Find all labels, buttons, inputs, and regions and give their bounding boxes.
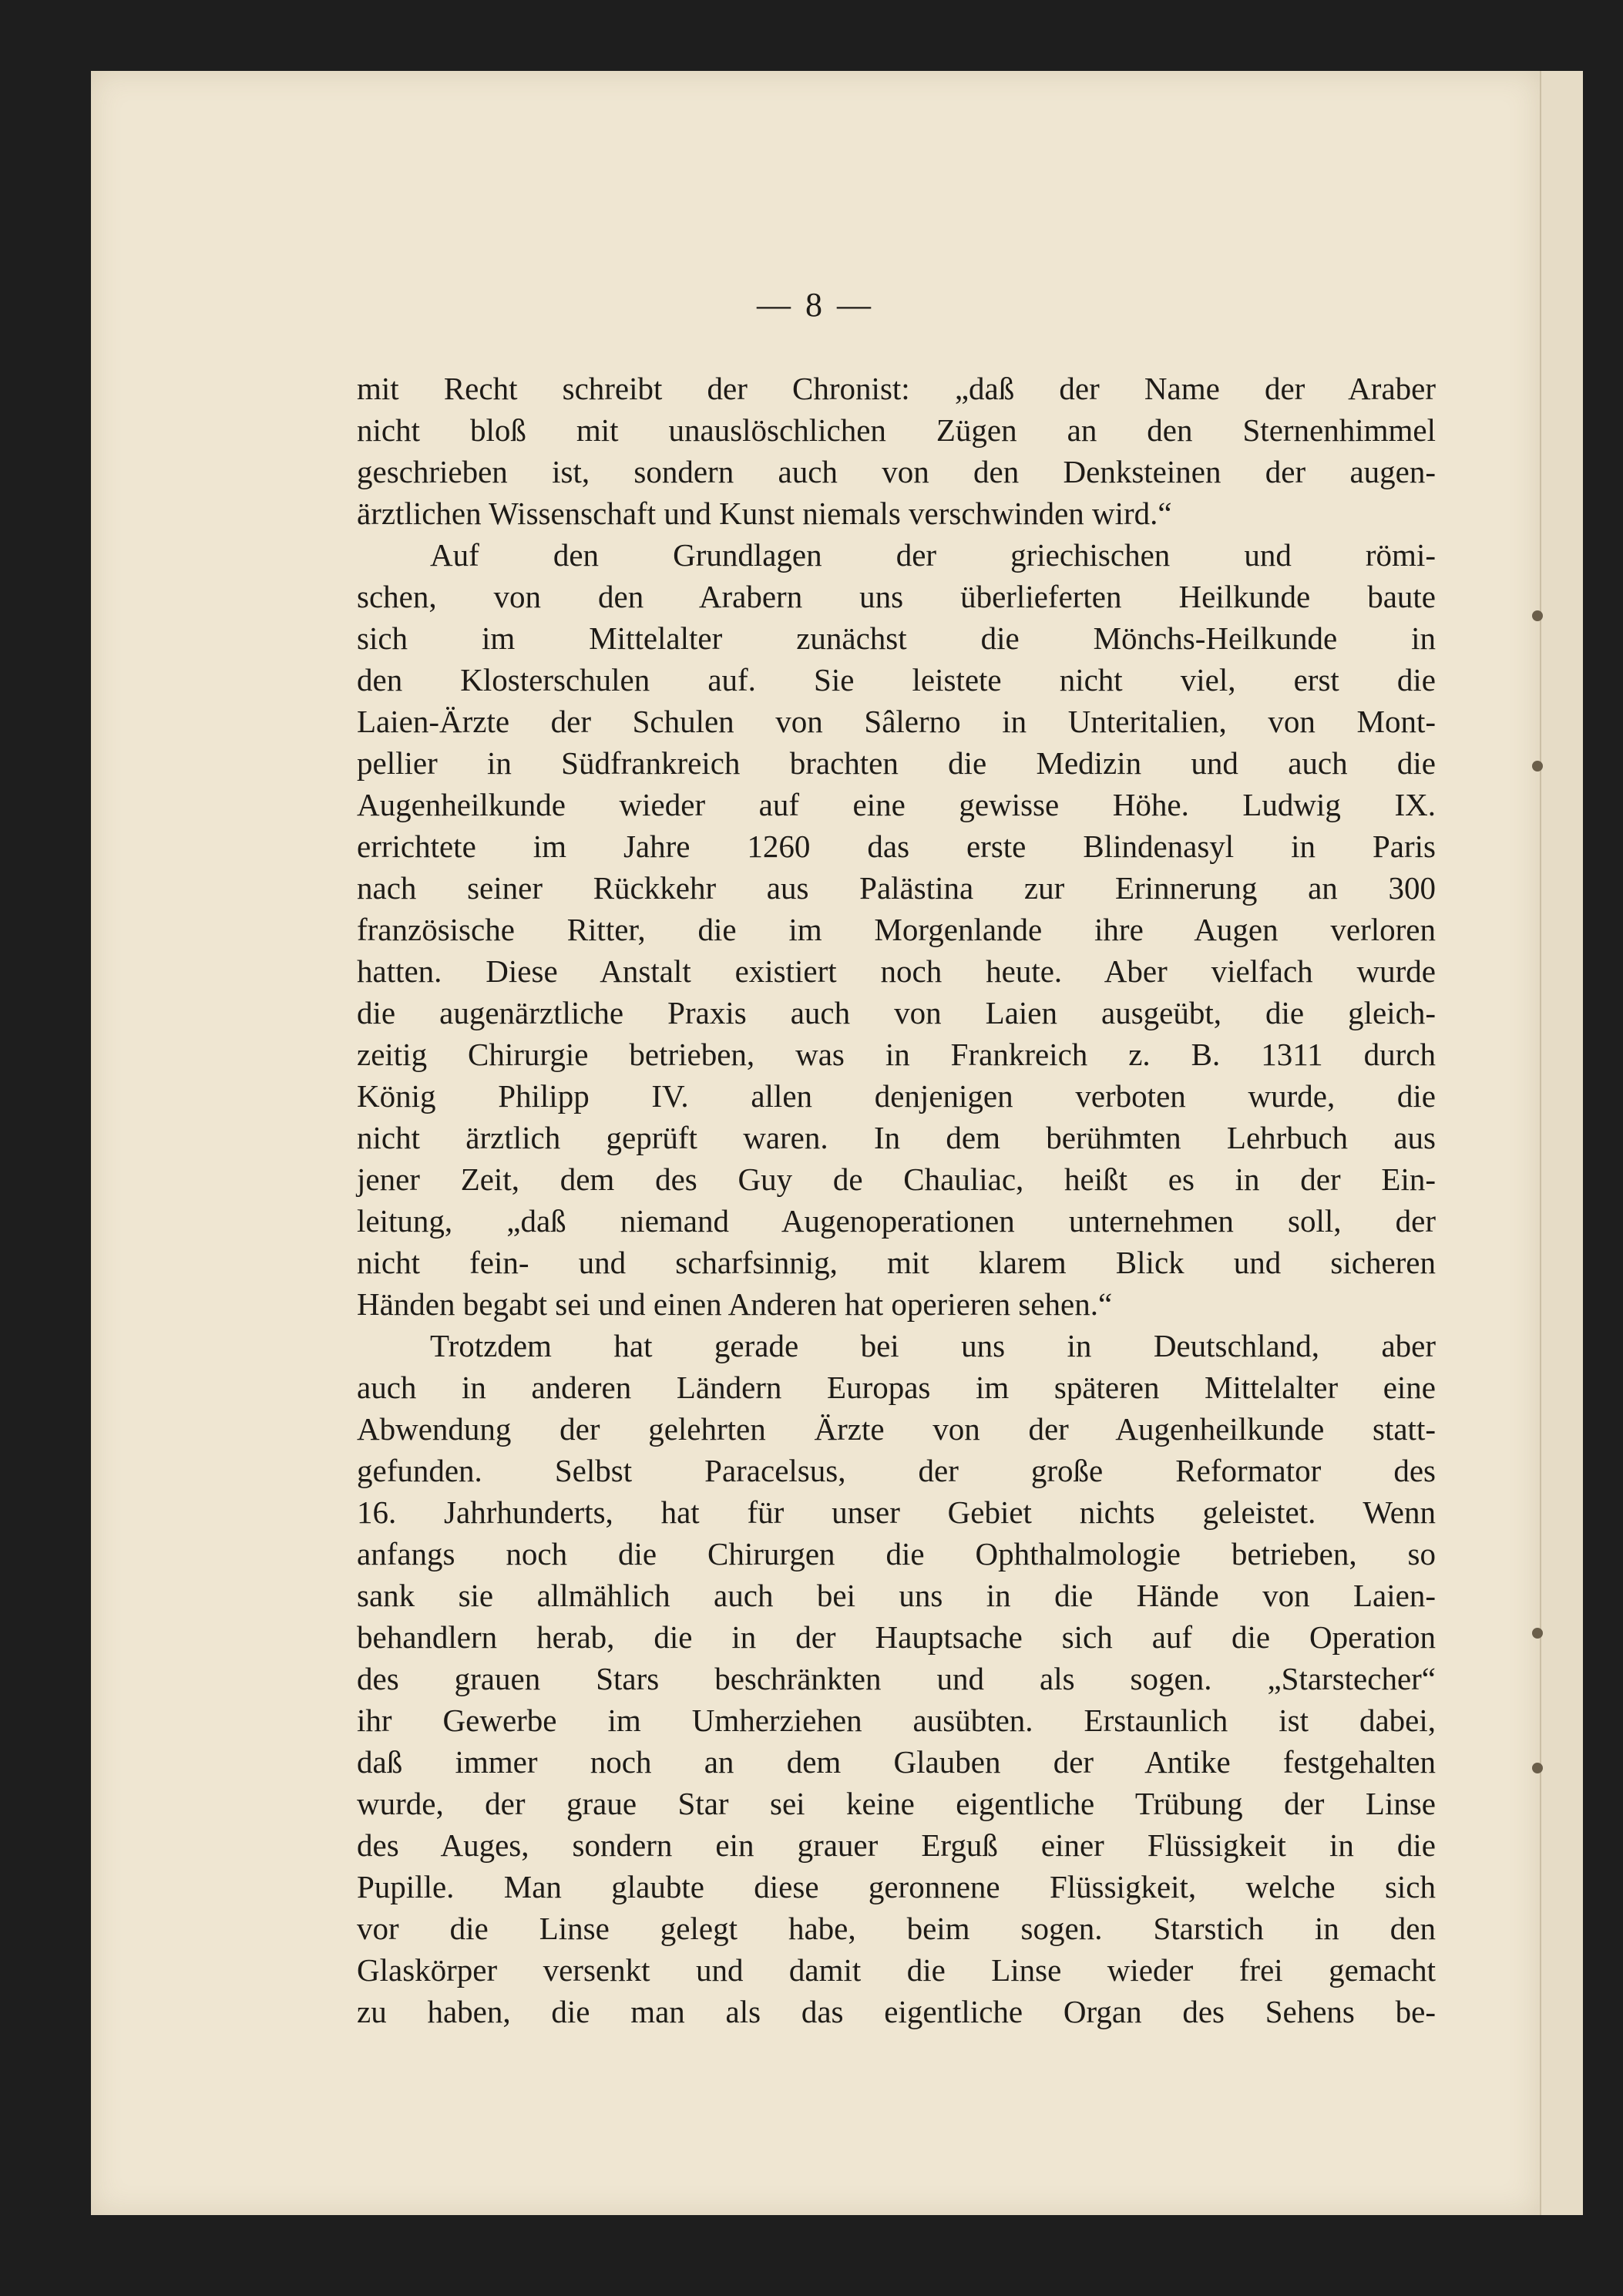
page-number: — 8 — xyxy=(757,286,874,324)
text-line: zeitig Chirurgie betrieben, was in Frankreich z. B. 1311 durch xyxy=(357,1037,1436,1072)
text-line: zu haben, die man als das eigentliche Organ des Sehens be- xyxy=(357,1994,1436,2029)
margin-spot xyxy=(1532,1628,1543,1639)
text-line: wurde, der graue Star sei keine eigentliche Trübung der Linse xyxy=(357,1786,1436,1821)
text-line: ihr Gewerbe im Umherziehen ausübten. Erstaunlich ist dabei, xyxy=(357,1703,1436,1738)
text-line: Trotzdem hat gerade bei uns in Deutschland, aber xyxy=(430,1328,1436,1363)
text-line: gefunden. Selbst Paracelsus, der große Reformator des xyxy=(357,1453,1436,1488)
text-line: leitung, „daß niemand Augenoperationen unternehmen soll, der xyxy=(357,1203,1436,1239)
text-line: errichtete im Jahre 1260 das erste Blindenasyl in Paris xyxy=(357,829,1436,864)
text-line: Laien-Ärzte der Schulen von Sâlerno in Unteritalien, von Mont- xyxy=(357,704,1436,739)
text-line: Pupille. Man glaubte diese geronnene Flüssigkeit, welche sich xyxy=(357,1869,1436,1904)
text-line: nicht fein- und scharfsinnig, mit klarem Blick und sicheren xyxy=(357,1245,1436,1280)
text-line: Händen begabt sei und einen Anderen hat operieren sehen.“ xyxy=(357,1286,1113,1322)
book-page xyxy=(91,71,1540,2215)
margin-spot xyxy=(1532,1763,1543,1773)
text-line: Auf den Grundlagen der griechischen und römi- xyxy=(430,537,1436,573)
text-line: den Klosterschulen auf. Sie leistete nicht viel, erst die xyxy=(357,662,1436,698)
text-line: nach seiner Rückkehr aus Palästina zur Erinnerung an 300 xyxy=(357,870,1436,906)
text-line: nicht ärztlich geprüft waren. In dem berühmten Lehrbuch aus xyxy=(357,1120,1436,1155)
text-line: Augenheilkunde wieder auf eine gewisse Höhe. Ludwig IX. xyxy=(357,787,1436,822)
text-line: pellier in Südfrankreich brachten die Medizin und auch die xyxy=(357,745,1436,781)
text-line: des grauen Stars beschränkten und als sogen. „Starstecher“ xyxy=(357,1661,1436,1696)
text-line: vor die Linse gelegt habe, beim sogen. Starstich in den xyxy=(357,1911,1436,1946)
text-line: Glaskörper versenkt und damit die Linse wieder frei gemacht xyxy=(357,1952,1436,1988)
body-text xyxy=(357,368,1436,2032)
text-line: behandlern herab, die in der Hauptsache sich auf die Operation xyxy=(357,1619,1436,1655)
text-line: schen, von den Arabern uns überlieferten Heilkunde baute xyxy=(357,579,1436,614)
text-line: sank sie allmählich auch bei uns in die Hände von Laien- xyxy=(357,1578,1436,1613)
text-line: nicht bloß mit unauslöschlichen Zügen an den Sternenhimmel xyxy=(357,412,1436,448)
text-line: auch in anderen Ländern Europas im späteren Mittelalter eine xyxy=(357,1370,1436,1405)
text-line: jener Zeit, dem des Guy de Chauliac, heißt es in der Ein- xyxy=(357,1161,1436,1197)
text-line: des Auges, sondern ein grauer Erguß einer Flüssigkeit in die xyxy=(357,1827,1436,1863)
text-line: 16. Jahrhunderts, hat für unser Gebiet nichts geleistet. Wenn xyxy=(357,1494,1436,1530)
text-line: daß immer noch an dem Glauben der Antike festgehalten xyxy=(357,1744,1436,1780)
margin-spot xyxy=(1532,610,1543,621)
text-line: mit Recht schreibt der Chronist: „daß der Name der Araber xyxy=(357,371,1436,406)
text-line: geschrieben ist, sondern auch von den Denksteinen der augen- xyxy=(357,454,1436,489)
text-line: hatten. Diese Anstalt existiert noch heute. Aber vielfach wurde xyxy=(357,953,1436,989)
text-line: französische Ritter, die im Morgenlande ihre Augen verloren xyxy=(357,912,1436,947)
facing-page-edge xyxy=(1540,71,1583,2215)
text-line: Abwendung der gelehrten Ärzte von der Augenheilkunde statt- xyxy=(357,1411,1436,1447)
text-line: sich im Mittelalter zunächst die Mönchs-Heilkunde in xyxy=(357,620,1436,656)
text-line: ärztlichen Wissenschaft und Kunst niemals verschwinden wird.“ xyxy=(357,496,1172,531)
margin-spot xyxy=(1532,761,1543,771)
text-line: König Philipp IV. allen denjenigen verboten wurde, die xyxy=(357,1078,1436,1114)
text-line: anfangs noch die Chirurgen die Ophthalmologie betrieben, so xyxy=(357,1536,1436,1572)
text-line: die augenärztliche Praxis auch von Laien ausgeübt, die gleich- xyxy=(357,995,1436,1030)
